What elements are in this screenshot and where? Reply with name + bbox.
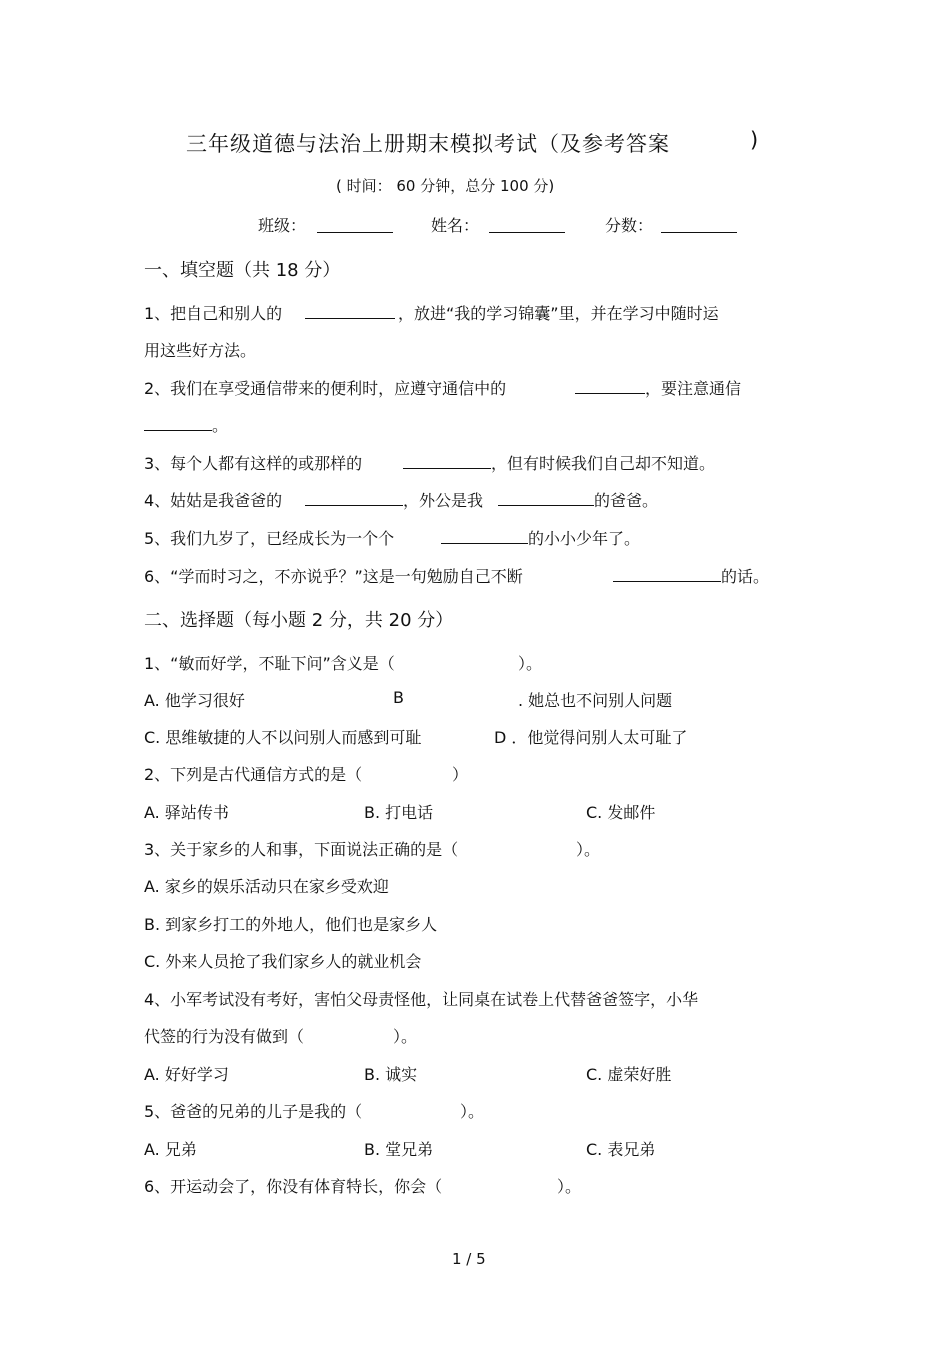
s2-q2-text: 2、下列是古代通信方式的是（ bbox=[144, 765, 363, 784]
s2-q1-option-a[interactable]: A. 他学习很好 bbox=[144, 691, 245, 710]
s1-q6-text-b: 的话。 bbox=[721, 567, 770, 586]
s1-q3-text-b: ，但有时候我们自己却不知道。 bbox=[491, 454, 716, 473]
s2-q2-option-c[interactable]: C. 发邮件 bbox=[586, 803, 656, 822]
s2-q4-end: ）。 bbox=[393, 1027, 418, 1046]
score-label: 分数： bbox=[605, 216, 654, 235]
s1-q5-text-b: 的小小少年了。 bbox=[528, 529, 641, 548]
s2-q3-text: 3、关于家乡的人和事，下面说法正确的是（ bbox=[144, 840, 459, 859]
exam-subtitle: ( 时间： 60 分钟，总分 100 分) bbox=[336, 177, 555, 195]
name-label: 姓名： bbox=[431, 216, 480, 235]
s1-q6-blank[interactable] bbox=[613, 564, 721, 582]
s1-q2-text-a: 2、我们在享受通信带来的便利时，应遵守通信中的 bbox=[144, 379, 507, 398]
class-label: 班级： bbox=[258, 216, 307, 235]
s1-q1-text-a: 1、把自己和别人的 bbox=[144, 304, 283, 323]
s2-q3-end: ）。 bbox=[576, 840, 601, 859]
s1-q1-text-b: ，放进“我的学习锦囊”里，并在学习中随时运 bbox=[398, 304, 719, 323]
s1-q2-text-b: ，要注意通信 bbox=[645, 379, 742, 398]
s2-q4-option-a[interactable]: A. 好好学习 bbox=[144, 1065, 229, 1084]
s2-q5-end: ）。 bbox=[460, 1102, 485, 1121]
s1-q5-text-a: 5、我们九岁了，已经成长为一个个 bbox=[144, 529, 395, 548]
s2-q6-text: 6、开运动会了，你没有体育特长，你会（ bbox=[144, 1177, 443, 1196]
s1-q4-blank-1[interactable] bbox=[305, 488, 403, 506]
s2-q5-option-a[interactable]: A. 兄弟 bbox=[144, 1140, 197, 1159]
s1-q1-text-c: 用这些好方法。 bbox=[144, 341, 257, 360]
page-title-close: ) bbox=[750, 128, 760, 152]
page-number: 1 / 5 bbox=[452, 1250, 486, 1268]
s2-q3-option-c[interactable]: C. 外来人员抢了我们家乡人的就业机会 bbox=[144, 952, 422, 971]
s2-q1-text: 1、“敏而好学，不耻下问”含义是（ bbox=[144, 654, 395, 673]
s2-q5-option-c[interactable]: C. 表兄弟 bbox=[586, 1140, 656, 1159]
s2-q4-option-c[interactable]: C. 虚荣好胜 bbox=[586, 1065, 672, 1084]
score-blank[interactable] bbox=[661, 215, 737, 233]
s2-q4-option-b[interactable]: B. 诚实 bbox=[364, 1065, 418, 1084]
s2-q1-option-d[interactable]: D ．他觉得问别人太可耻了 bbox=[494, 728, 688, 747]
s2-q4-text-b: 代签的行为没有做到（ bbox=[144, 1027, 305, 1046]
s2-q5-text: 5、爸爸的兄弟的儿子是我的（ bbox=[144, 1102, 363, 1121]
s1-q4-blank-2[interactable] bbox=[498, 488, 594, 506]
s2-q1-option-b[interactable]: . 她总也不问别人问题 bbox=[518, 691, 673, 710]
s1-q4-text-c: 的爸爸。 bbox=[594, 491, 659, 510]
s1-q5-blank[interactable] bbox=[441, 526, 528, 544]
s1-q3-text-a: 3、每个人都有这样的或那样的 bbox=[144, 454, 363, 473]
s1-q4-text-b: ，外公是我 bbox=[403, 491, 484, 510]
s2-q2-end: ） bbox=[452, 765, 469, 784]
s2-q3-option-a[interactable]: A. 家乡的娱乐活动只在家乡受欢迎 bbox=[144, 877, 389, 896]
s2-q5-option-b[interactable]: B. 堂兄弟 bbox=[364, 1140, 434, 1159]
s2-q1-option-b-letter[interactable]: B bbox=[393, 688, 404, 707]
s2-q1-end: ）。 bbox=[518, 654, 543, 673]
s1-q4-text-a: 4、姑姑是我爸爸的 bbox=[144, 491, 283, 510]
s2-q4-text-a: 4、小军考试没有考好，害怕父母责怪他，让同桌在试卷上代替爸爸签字，小华 bbox=[144, 990, 699, 1009]
s1-q6-text-a: 6、“学而时习之，不亦说乎？”这是一句勉励自己不断 bbox=[144, 567, 523, 586]
class-blank[interactable] bbox=[317, 215, 393, 233]
s2-q6-end: ）。 bbox=[557, 1177, 582, 1196]
section2-heading: 二、选择题（每小题 2 分，共 20 分） bbox=[144, 610, 454, 631]
name-blank[interactable] bbox=[489, 215, 565, 233]
section1-heading: 一、填空题（共 18 分） bbox=[144, 260, 341, 281]
s1-q3-blank[interactable] bbox=[403, 451, 491, 469]
s1-q2-text-c: 。 bbox=[212, 416, 229, 435]
s2-q1-option-c[interactable]: C. 思维敏捷的人不以问别人而感到可耻 bbox=[144, 728, 422, 747]
page-title: 三年级道德与法治上册期末模拟考试（及参考答案 bbox=[186, 132, 670, 156]
s2-q2-option-b[interactable]: B. 打电话 bbox=[364, 803, 434, 822]
s1-q2-blank-1[interactable] bbox=[575, 376, 645, 394]
s1-q1-blank[interactable] bbox=[305, 301, 395, 319]
s2-q2-option-a[interactable]: A. 驿站传书 bbox=[144, 803, 229, 822]
s1-q2-blank-2[interactable] bbox=[144, 413, 212, 431]
s2-q3-option-b[interactable]: B. 到家乡打工的外地人，他们也是家乡人 bbox=[144, 915, 438, 934]
